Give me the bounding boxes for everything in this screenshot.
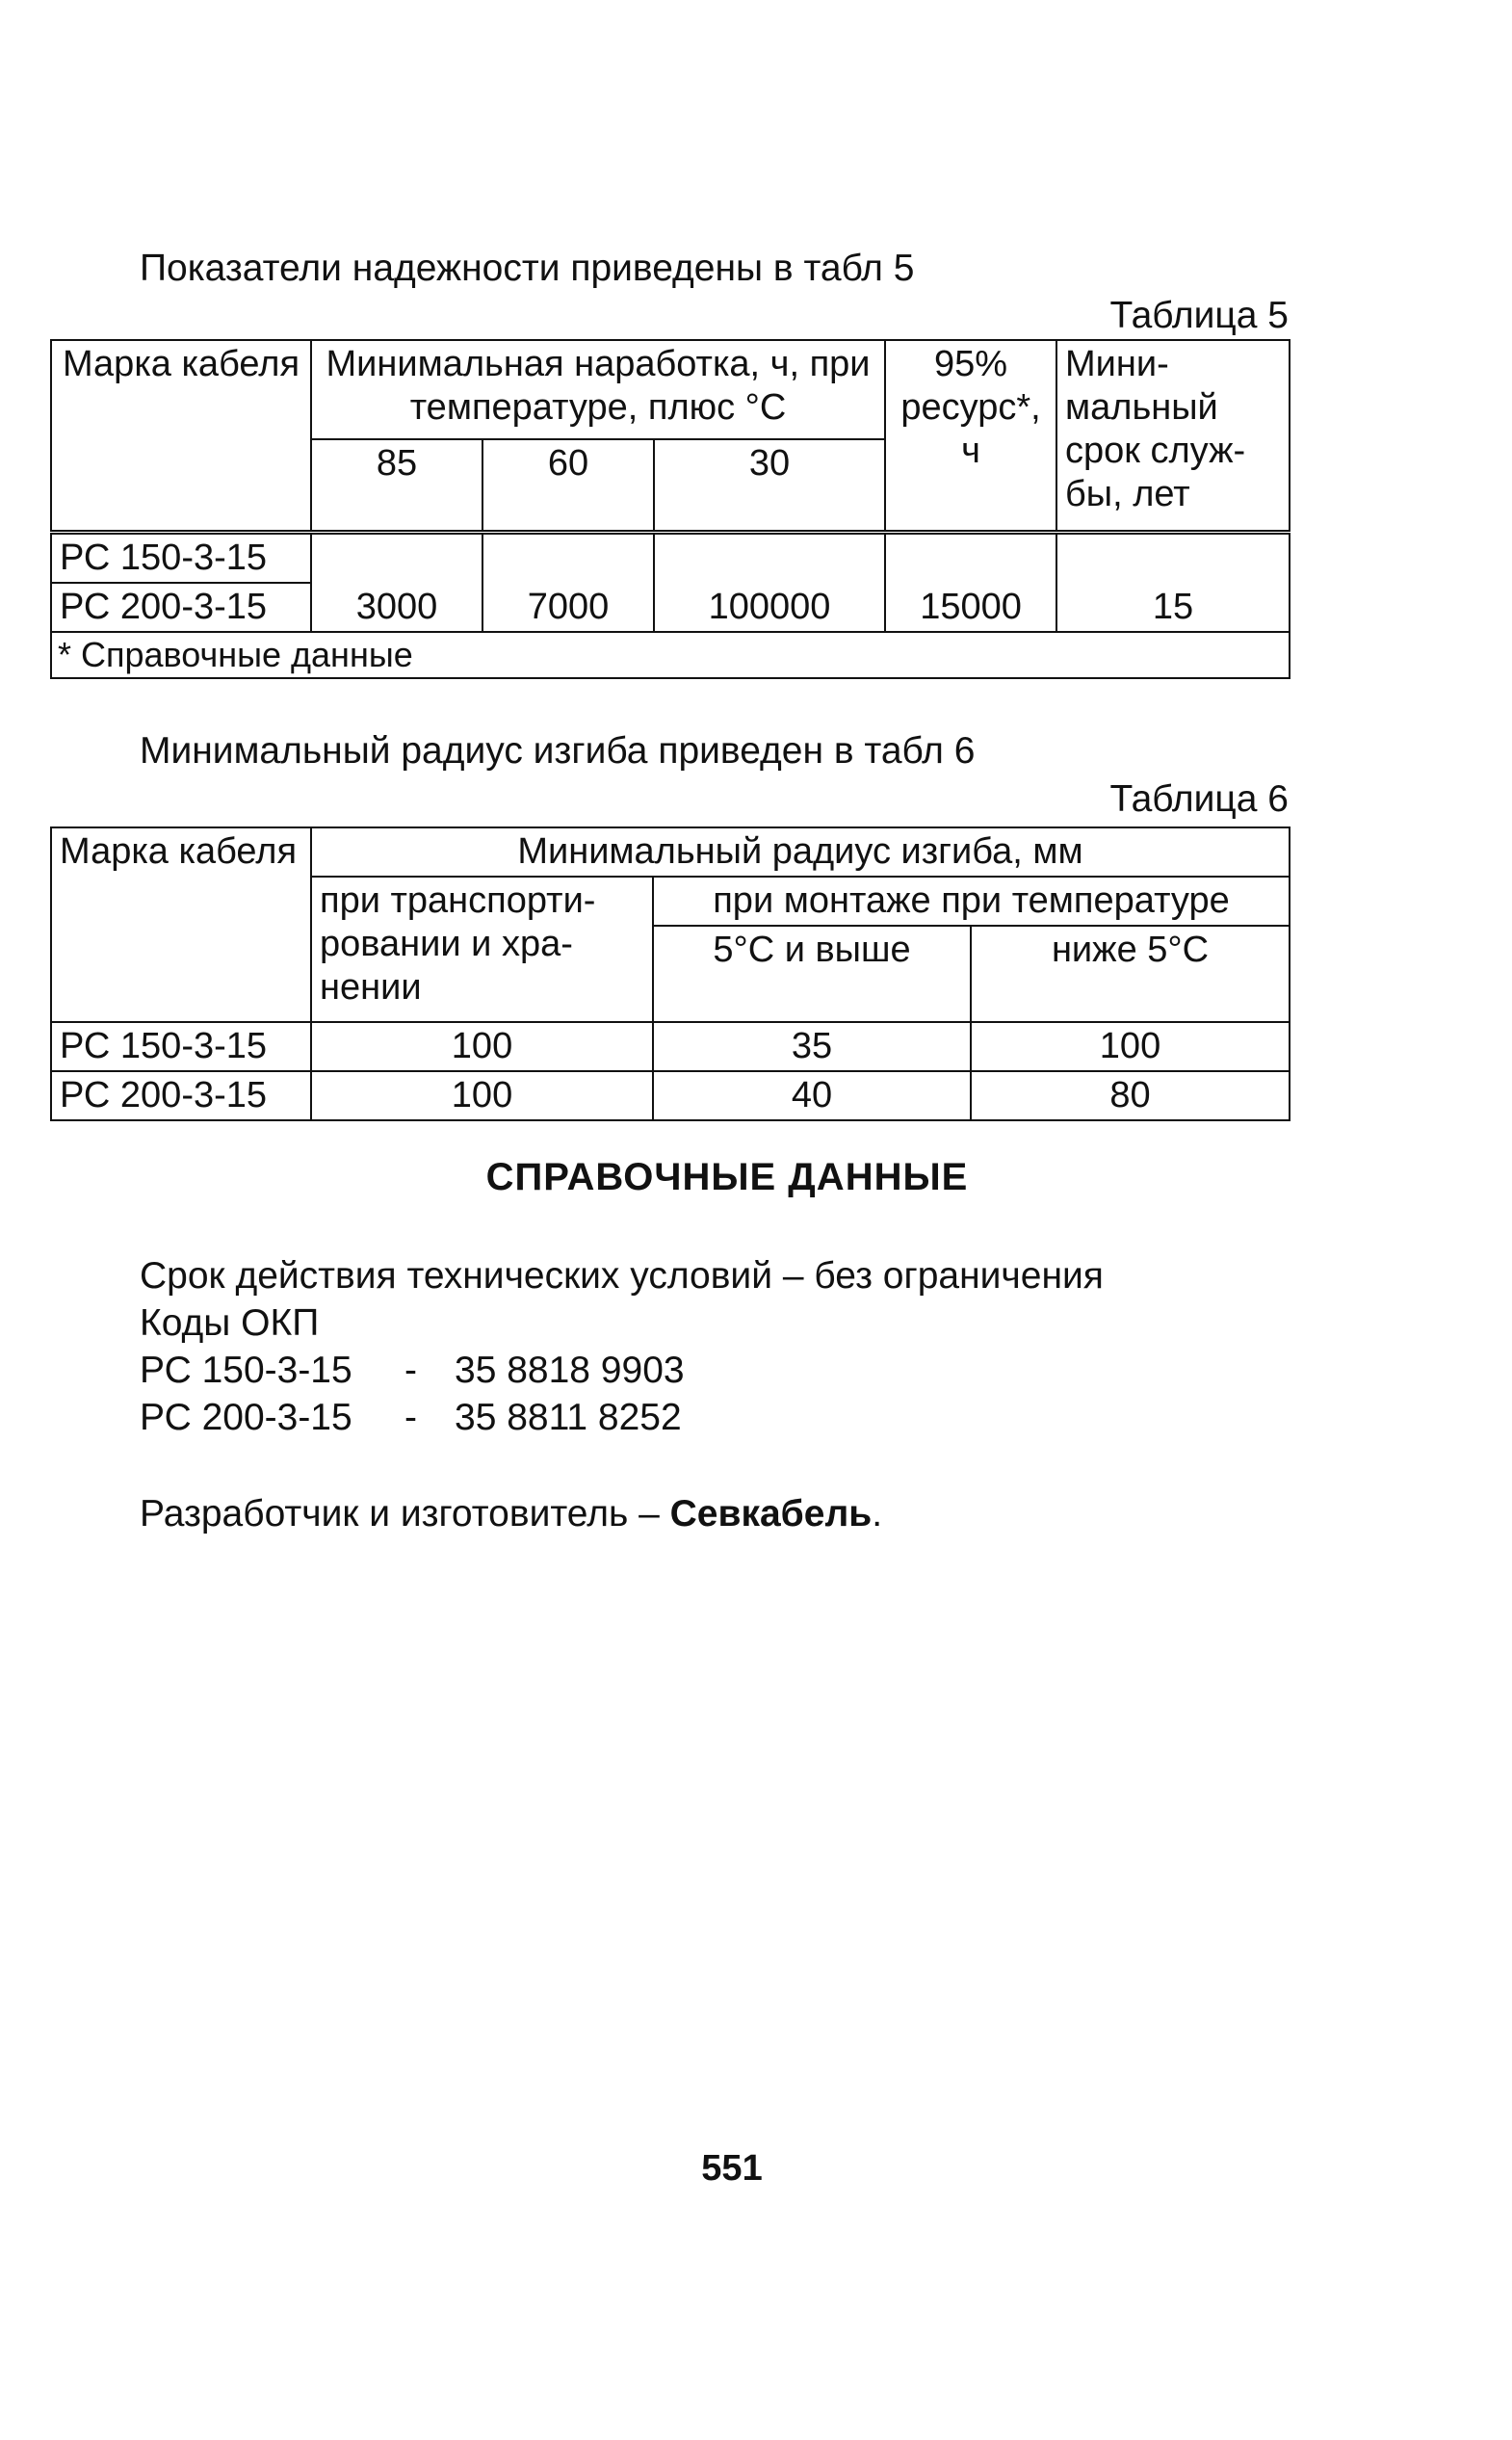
t5-val-85: 3000 (311, 532, 482, 632)
t5-temp-60: 60 (482, 439, 654, 532)
t5-mark-2: РС 200-3-15 (51, 583, 311, 632)
validity-text: Срок действия технических условий – без ограничения (140, 1255, 1104, 1297)
t6-row2-above: 40 (653, 1071, 971, 1120)
t5-header-mark: Марка кабеля (51, 340, 311, 532)
okp-code-row (140, 1347, 1104, 1394)
okp-mark: РС 150-3-15 (140, 1350, 352, 1391)
developer-prefix: Разработчик и изготовитель – (140, 1493, 670, 1535)
intro-table6: Минимальный радиус изгиба приведен в табл 6 (140, 730, 976, 772)
developer-suffix: . (872, 1493, 883, 1535)
table-row (51, 1071, 1290, 1120)
t6-row1-below: 100 (971, 1022, 1290, 1071)
bend-radius-table (50, 826, 1290, 1121)
reference-data-heading: СПРАВОЧНЫЕ ДАННЫЕ (485, 1156, 969, 1198)
t5-mark-1: РС 150-3-15 (51, 532, 311, 583)
t5-header-resource: 95% ресурс*, ч (885, 340, 1056, 532)
t6-header-below: ниже 5°С (971, 926, 1290, 1022)
t6-row2-below: 80 (971, 1071, 1290, 1120)
t5-val-resource: 15000 (885, 532, 1056, 632)
intro-table5: Показатели надежности приведены в табл 5 (140, 248, 915, 289)
t5-footnote: * Справочные данные (51, 632, 1290, 678)
table6-caption: Таблица 6 (1109, 778, 1289, 820)
table5-caption: Таблица 5 (1109, 295, 1289, 336)
okp-mark: РС 200-3-15 (140, 1397, 352, 1438)
t6-row2-mark: РС 200-3-15 (51, 1071, 311, 1120)
developer-name: Севкабель (669, 1493, 873, 1535)
t5-temp-30: 30 (654, 439, 885, 532)
t6-header-transport: при транспорти-ровании и хра-нении (311, 877, 653, 1022)
t6-row1-above: 35 (653, 1022, 971, 1071)
t5-val-life: 15 (1056, 532, 1290, 632)
developer-line (140, 1491, 882, 1537)
reference-info (140, 1252, 1104, 1441)
t5-temp-85: 85 (311, 439, 482, 532)
okp-code: 35 8811 8252 (455, 1397, 682, 1438)
okp-dash: - (404, 1350, 417, 1391)
table-row (51, 1022, 1290, 1071)
t5-val-30: 100000 (654, 532, 885, 632)
t6-row1-mark: РС 150-3-15 (51, 1022, 311, 1071)
okp-code: 35 8818 9903 (455, 1350, 685, 1391)
t5-val-60: 7000 (482, 532, 654, 632)
t6-header-mount: при монтаже при температуре (653, 877, 1290, 926)
t6-header-mark: Марка кабеля (51, 827, 311, 1022)
t6-header-radius: Минимальный радиус изгиба, мм (311, 827, 1290, 877)
page-number: 551 (701, 2148, 763, 2189)
t5-header-minrun: Минимальная наработка, ч, при температуре, плюс °С (311, 340, 885, 439)
okp-title: Коды ОКП (140, 1302, 320, 1344)
t5-header-life: Мини-мальный срок служ-бы, лет (1056, 340, 1290, 532)
t6-row1-transport: 100 (311, 1022, 653, 1071)
okp-code-row (140, 1394, 1104, 1441)
okp-dash: - (404, 1397, 417, 1438)
t6-header-above: 5°С и выше (653, 926, 971, 1022)
reliability-table (50, 339, 1290, 679)
t6-row2-transport: 100 (311, 1071, 653, 1120)
